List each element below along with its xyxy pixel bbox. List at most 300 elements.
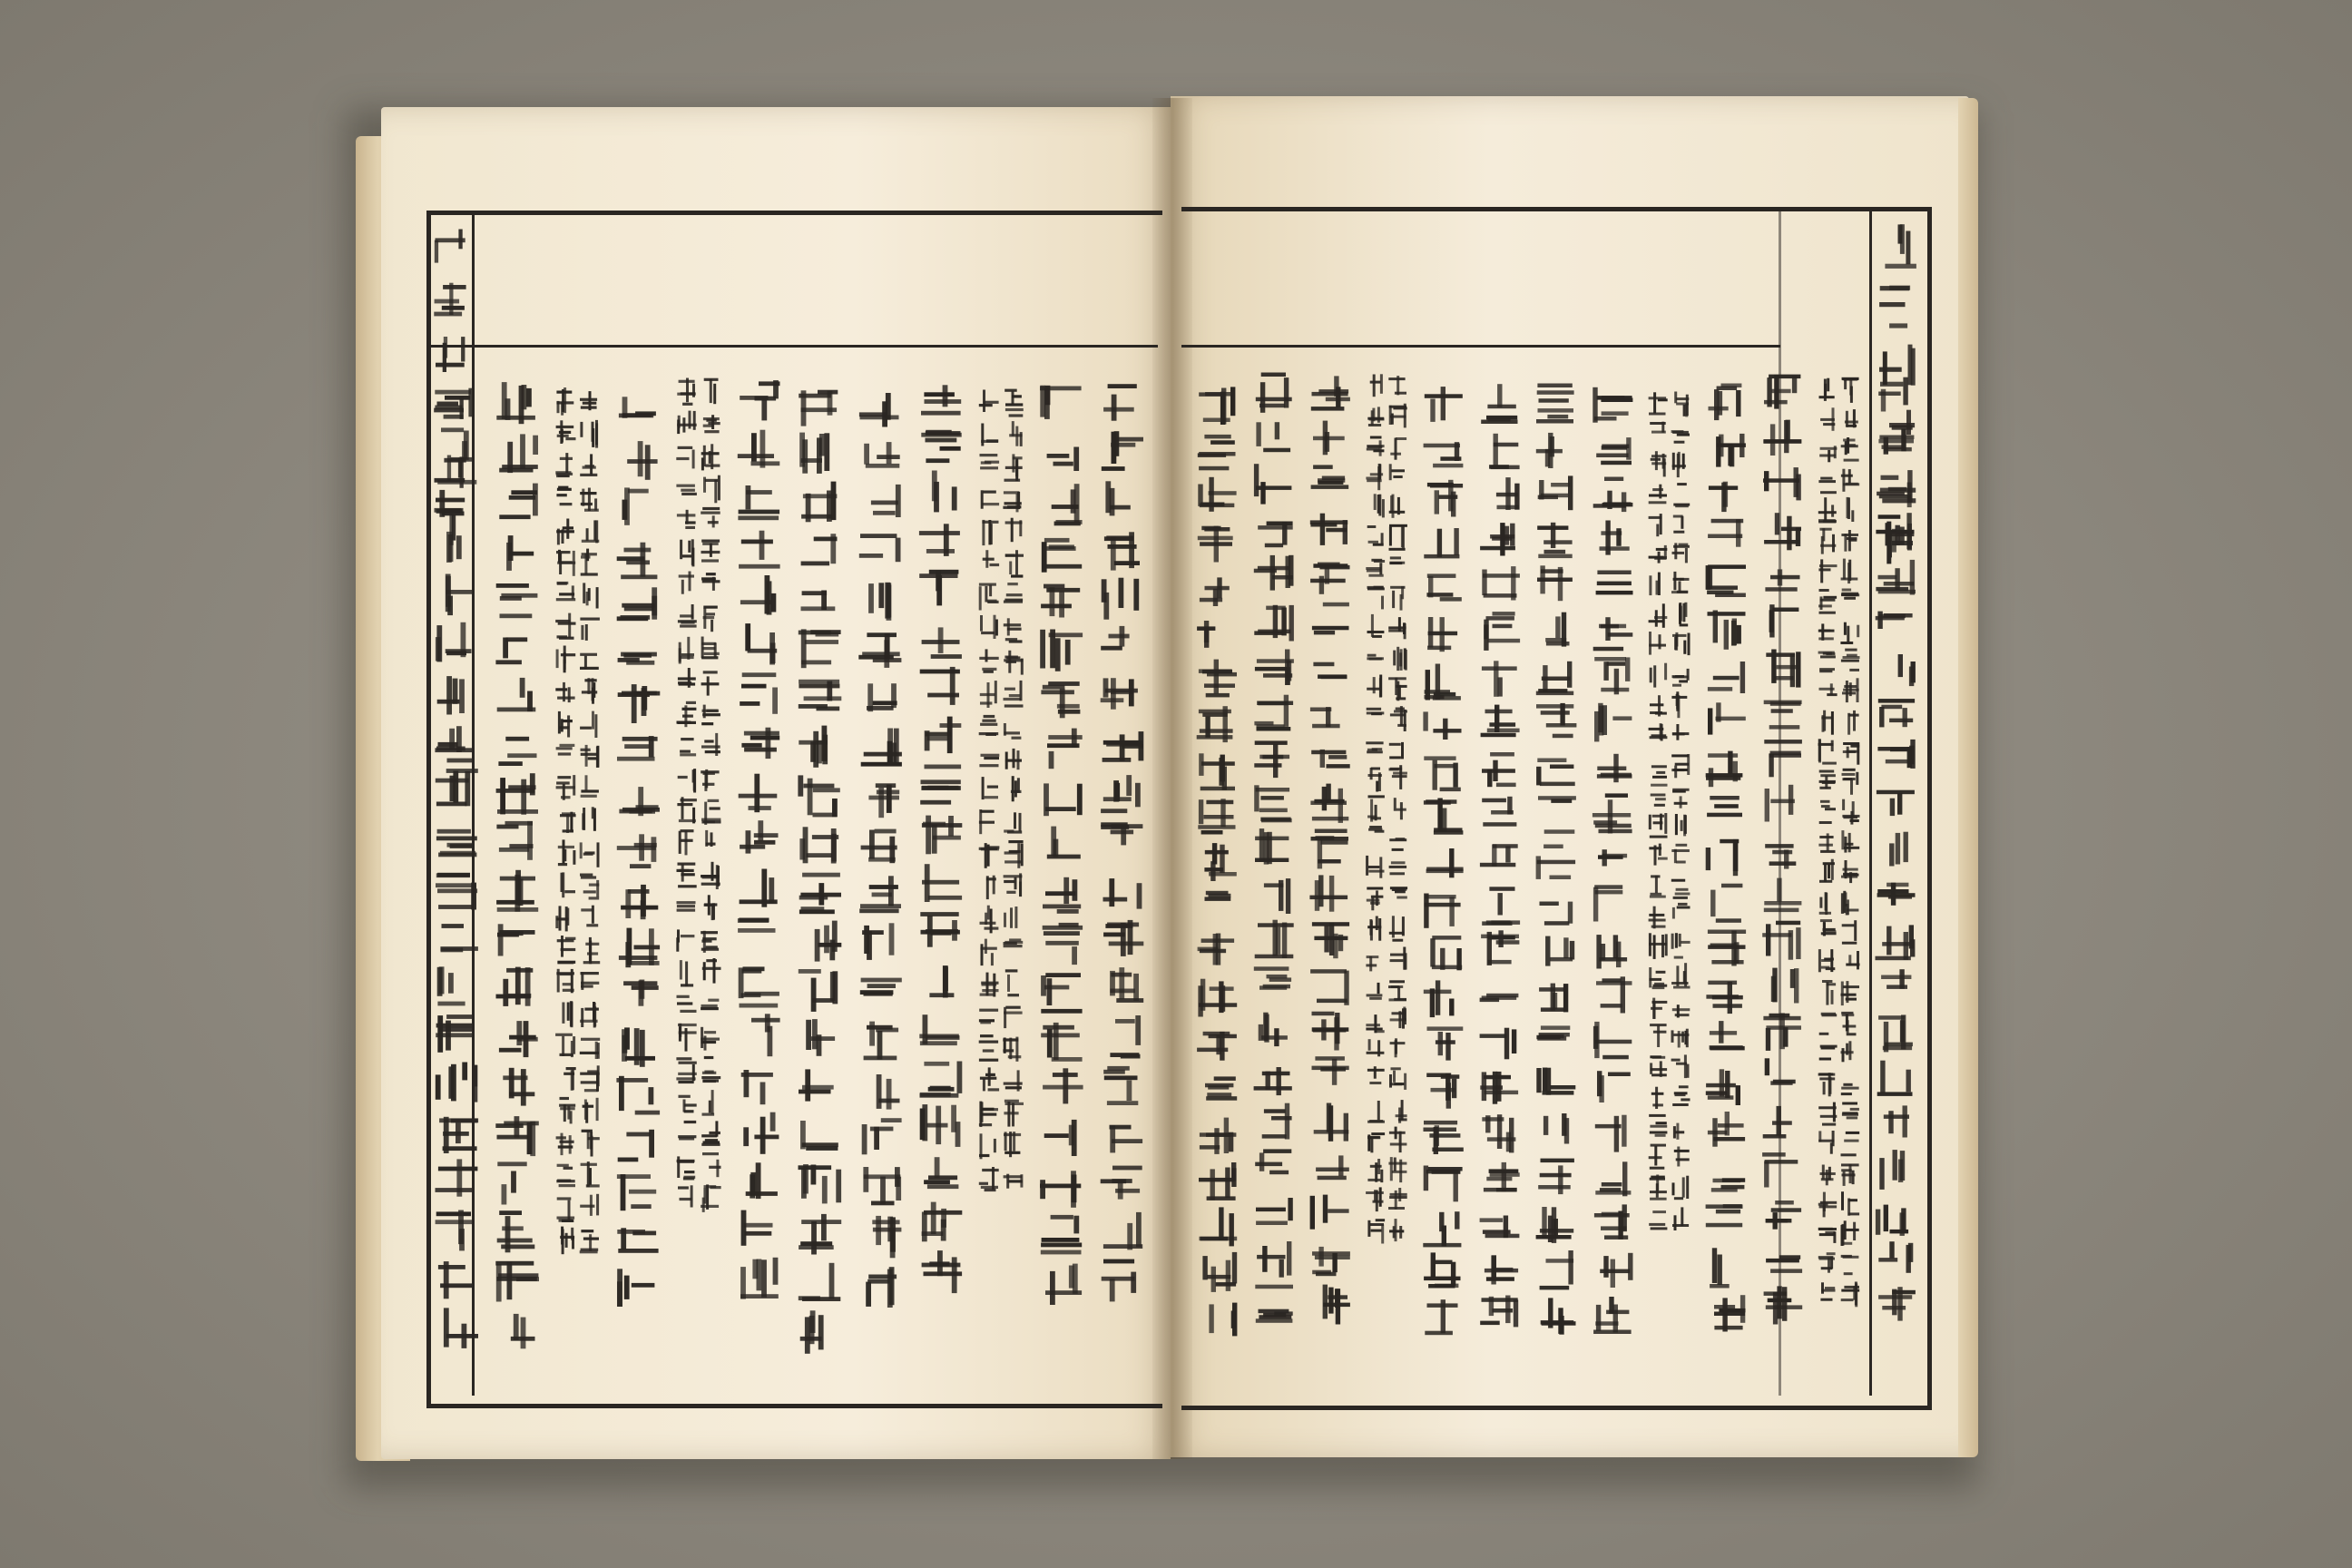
character-glyph — [1366, 956, 1378, 971]
character-glyph — [1040, 1171, 1081, 1208]
character-glyph — [1482, 566, 1520, 600]
character-glyph — [1649, 813, 1668, 838]
character-glyph — [1374, 494, 1385, 517]
character-glyph — [678, 604, 697, 628]
character-glyph — [1312, 603, 1349, 635]
character-glyph — [1650, 1024, 1667, 1047]
character-glyph — [979, 1167, 999, 1191]
character-glyph — [499, 484, 538, 520]
character-glyph — [922, 1250, 963, 1293]
character-glyph — [701, 540, 720, 563]
character-glyph — [503, 1068, 534, 1106]
character-glyph — [1103, 384, 1137, 421]
character-glyph — [1424, 980, 1455, 1017]
character-glyph — [583, 583, 598, 608]
character-glyph — [1389, 838, 1406, 851]
character-glyph — [1044, 1120, 1077, 1156]
character-glyph — [1011, 776, 1022, 801]
character-glyph — [1394, 798, 1406, 819]
character-glyph — [1005, 749, 1022, 769]
character-glyph — [1496, 477, 1520, 510]
character-glyph — [738, 485, 779, 520]
character-glyph — [1841, 981, 1860, 1005]
character-glyph — [582, 1130, 600, 1157]
character-glyph — [815, 921, 842, 962]
character-glyph — [678, 668, 696, 688]
character-glyph — [980, 939, 996, 966]
character-glyph — [1197, 1032, 1237, 1061]
character-glyph — [1102, 1259, 1136, 1302]
character-glyph — [701, 573, 720, 591]
character-glyph — [1367, 1132, 1385, 1152]
character-glyph — [922, 864, 962, 902]
character-glyph — [1258, 522, 1293, 548]
character-glyph — [1198, 979, 1237, 1017]
character-glyph — [1427, 617, 1457, 652]
character-glyph — [1199, 660, 1237, 698]
character-glyph — [1424, 528, 1459, 558]
character-glyph — [1255, 650, 1294, 686]
right-page-text-column — [1706, 384, 1747, 1332]
character-glyph — [1706, 981, 1742, 1014]
character-glyph — [799, 1069, 834, 1101]
character-glyph — [555, 682, 574, 702]
character-glyph — [1710, 884, 1742, 923]
character-glyph — [1262, 1103, 1292, 1140]
character-glyph — [1765, 844, 1796, 869]
character-glyph — [1200, 577, 1230, 606]
character-glyph — [446, 574, 475, 616]
character-glyph — [1536, 384, 1574, 424]
character-glyph — [920, 1104, 961, 1147]
character-glyph — [1041, 1215, 1082, 1255]
character-glyph — [1004, 1100, 1024, 1127]
character-glyph — [1672, 724, 1690, 740]
character-glyph — [617, 587, 657, 621]
character-glyph — [679, 1095, 697, 1113]
character-glyph — [676, 446, 694, 469]
character-glyph — [1103, 878, 1142, 909]
character-glyph — [1840, 622, 1859, 644]
character-glyph — [1651, 451, 1667, 476]
character-glyph — [617, 1174, 656, 1210]
right-page-text-column — [1818, 377, 1860, 1308]
character-glyph — [1198, 934, 1235, 965]
character-glyph — [1764, 1286, 1803, 1324]
character-glyph — [746, 1162, 778, 1199]
character-glyph — [1877, 470, 1912, 503]
character-glyph — [1536, 1025, 1570, 1040]
character-glyph — [919, 570, 958, 606]
character-glyph — [1536, 1068, 1575, 1095]
character-glyph — [623, 980, 659, 1006]
character-glyph — [1650, 663, 1667, 688]
character-glyph — [1841, 1282, 1860, 1308]
character-glyph — [435, 230, 466, 263]
character-glyph — [866, 1267, 897, 1308]
character-glyph — [618, 1130, 654, 1162]
character-glyph — [496, 382, 535, 424]
character-glyph — [877, 1074, 900, 1110]
character-glyph — [555, 453, 573, 477]
character-glyph — [435, 726, 473, 762]
character-glyph — [1764, 740, 1802, 777]
character-glyph — [677, 1156, 696, 1180]
character-glyph — [1482, 752, 1516, 787]
title-strip-characters — [434, 224, 1916, 564]
character-glyph — [1390, 586, 1405, 611]
character-glyph — [1004, 618, 1023, 642]
character-glyph — [1254, 695, 1293, 731]
character-glyph — [1594, 703, 1632, 742]
character-glyph — [1042, 538, 1082, 573]
character-glyph — [1819, 446, 1837, 462]
character-glyph — [580, 420, 598, 448]
character-glyph — [1389, 524, 1407, 551]
character-glyph — [703, 415, 720, 433]
character-glyph — [1481, 930, 1519, 965]
character-glyph — [860, 978, 902, 996]
left-page-text-column — [676, 378, 720, 1212]
character-glyph — [1673, 483, 1690, 507]
character-glyph — [1366, 464, 1383, 490]
character-glyph — [581, 906, 598, 927]
character-glyph — [799, 969, 838, 1012]
left-page-text-column — [738, 380, 780, 1299]
character-glyph — [1043, 1068, 1083, 1103]
character-glyph — [582, 807, 596, 831]
character-glyph — [434, 397, 464, 432]
character-glyph — [1878, 1287, 1916, 1320]
character-glyph — [616, 1076, 660, 1115]
character-glyph — [1671, 754, 1690, 778]
character-glyph — [806, 1019, 835, 1056]
character-glyph — [1877, 740, 1915, 769]
character-glyph — [1102, 431, 1143, 471]
character-glyph — [1878, 699, 1915, 727]
character-glyph — [1649, 844, 1667, 866]
character-glyph — [678, 1185, 693, 1207]
character-glyph — [1204, 843, 1236, 881]
character-glyph — [1366, 1014, 1384, 1033]
character-glyph — [858, 632, 901, 668]
character-glyph — [739, 531, 780, 569]
character-glyph — [1199, 1162, 1237, 1200]
character-glyph — [1205, 891, 1231, 901]
character-glyph — [702, 1152, 721, 1177]
character-glyph — [1101, 775, 1141, 813]
character-glyph — [1649, 967, 1667, 989]
character-glyph — [925, 717, 962, 754]
character-glyph — [677, 510, 696, 529]
character-glyph — [861, 829, 897, 864]
character-glyph — [1651, 1087, 1664, 1109]
character-glyph — [678, 1024, 697, 1052]
character-glyph — [1110, 967, 1143, 1003]
character-glyph — [1390, 1007, 1406, 1029]
character-glyph — [1041, 681, 1080, 718]
right-page-text-column — [1649, 392, 1690, 1231]
character-glyph — [558, 839, 576, 866]
character-glyph — [1650, 422, 1666, 434]
character-glyph — [1389, 1067, 1406, 1090]
character-glyph — [621, 885, 658, 919]
character-glyph — [1841, 1255, 1859, 1275]
character-glyph — [1205, 1076, 1237, 1100]
character-glyph — [1762, 1152, 1798, 1187]
character-glyph — [1480, 523, 1515, 555]
character-glyph — [580, 1002, 599, 1028]
character-glyph — [862, 923, 894, 960]
character-glyph — [511, 1314, 535, 1348]
character-glyph — [1367, 887, 1384, 911]
character-glyph — [1597, 754, 1632, 782]
character-glyph — [436, 873, 477, 910]
character-glyph — [867, 683, 897, 711]
character-glyph — [1671, 430, 1690, 444]
character-glyph — [801, 482, 837, 523]
character-glyph — [1199, 387, 1235, 425]
character-glyph — [1003, 491, 1021, 512]
character-glyph — [1841, 469, 1859, 492]
character-glyph — [444, 1308, 478, 1348]
character-glyph — [557, 936, 576, 965]
character-glyph — [1846, 951, 1859, 969]
character-glyph — [1649, 603, 1668, 628]
character-glyph — [1671, 1054, 1690, 1078]
character-glyph — [864, 1022, 899, 1061]
character-glyph — [986, 876, 996, 899]
character-glyph — [1764, 878, 1802, 913]
character-glyph — [1536, 1207, 1574, 1243]
character-glyph — [1484, 1162, 1520, 1192]
character-glyph — [919, 524, 960, 556]
character-glyph — [1593, 477, 1633, 513]
character-glyph — [1047, 827, 1081, 859]
character-glyph — [434, 283, 466, 317]
character-glyph — [617, 543, 658, 580]
character-glyph — [1040, 386, 1082, 419]
character-glyph — [1389, 404, 1407, 428]
character-glyph — [863, 1167, 901, 1205]
character-glyph — [1540, 1250, 1574, 1289]
character-glyph — [1763, 420, 1801, 456]
character-glyph — [1103, 1212, 1142, 1250]
character-glyph — [1101, 822, 1142, 845]
character-glyph — [1004, 389, 1024, 417]
character-glyph — [1430, 936, 1462, 970]
character-glyph — [677, 411, 697, 435]
character-glyph — [1390, 706, 1407, 731]
character-glyph — [1879, 286, 1910, 328]
character-glyph — [677, 797, 697, 823]
character-glyph — [619, 928, 660, 968]
character-glyph — [1842, 1102, 1859, 1120]
character-glyph — [1393, 647, 1407, 671]
character-glyph — [799, 390, 838, 426]
character-glyph — [1255, 828, 1289, 865]
character-glyph — [680, 960, 693, 986]
character-glyph — [1764, 701, 1802, 730]
character-glyph — [1596, 571, 1633, 595]
character-glyph — [1708, 702, 1746, 734]
character-glyph — [1819, 1013, 1838, 1035]
character-glyph — [679, 637, 694, 664]
character-glyph — [556, 744, 575, 756]
character-glyph — [702, 1090, 715, 1116]
character-glyph — [800, 1121, 838, 1151]
character-glyph — [1672, 543, 1690, 563]
character-glyph — [1485, 1255, 1518, 1284]
character-glyph — [1367, 916, 1381, 941]
character-glyph — [1367, 654, 1384, 661]
character-glyph — [1818, 1252, 1836, 1273]
character-glyph — [920, 765, 961, 805]
character-glyph — [581, 549, 598, 576]
character-glyph — [1390, 947, 1407, 970]
character-glyph — [580, 842, 600, 867]
character-glyph — [1540, 902, 1573, 926]
character-glyph — [1004, 873, 1023, 897]
character-glyph — [1847, 497, 1855, 522]
character-glyph — [1818, 739, 1837, 764]
character-glyph — [979, 1034, 999, 1062]
character-glyph — [617, 834, 657, 868]
character-glyph — [1310, 707, 1340, 728]
character-glyph — [1424, 442, 1464, 467]
right-page-text-column — [1592, 387, 1633, 1334]
character-glyph — [701, 637, 720, 660]
character-glyph — [1480, 1072, 1518, 1104]
right-page-text-column — [1480, 384, 1521, 1327]
character-glyph — [1041, 973, 1083, 1014]
character-glyph — [1396, 1100, 1407, 1123]
character-glyph — [556, 775, 576, 800]
character-glyph — [437, 966, 466, 1005]
character-glyph — [1841, 589, 1859, 600]
character-glyph — [580, 1065, 600, 1092]
character-glyph — [1004, 906, 1017, 928]
character-glyph — [1885, 224, 1916, 269]
character-glyph — [436, 769, 478, 806]
character-glyph — [619, 787, 660, 816]
character-glyph — [678, 1121, 696, 1141]
character-glyph — [704, 378, 719, 404]
character-glyph — [1482, 661, 1517, 697]
character-glyph — [1103, 1066, 1138, 1105]
character-glyph — [1366, 856, 1384, 878]
character-glyph — [1200, 1207, 1238, 1246]
character-glyph — [1876, 560, 1916, 595]
character-glyph — [627, 441, 657, 480]
character-glyph — [1842, 769, 1859, 795]
character-glyph — [556, 969, 574, 994]
character-glyph — [983, 550, 999, 568]
character-glyph — [799, 1164, 842, 1203]
character-glyph — [979, 843, 1000, 868]
character-glyph — [1310, 563, 1349, 594]
character-glyph — [1710, 1021, 1745, 1050]
character-glyph — [1004, 681, 1024, 708]
character-glyph — [1101, 626, 1129, 651]
character-glyph — [799, 873, 841, 915]
character-glyph — [979, 754, 999, 768]
character-glyph — [1818, 1192, 1837, 1218]
character-glyph — [580, 488, 599, 512]
character-glyph — [1481, 705, 1520, 738]
character-glyph — [799, 680, 842, 711]
character-glyph — [1254, 1067, 1292, 1095]
character-glyph — [581, 775, 599, 798]
character-glyph — [1256, 422, 1290, 452]
character-glyph — [1877, 883, 1916, 906]
character-glyph — [1649, 1114, 1667, 1137]
character-glyph — [1592, 387, 1632, 423]
character-glyph — [1004, 812, 1022, 833]
character-glyph — [1424, 1121, 1464, 1154]
character-glyph — [738, 430, 780, 468]
character-glyph — [1388, 980, 1406, 1001]
character-glyph — [1716, 434, 1746, 467]
character-glyph — [556, 1133, 574, 1156]
character-glyph — [1044, 783, 1083, 816]
character-glyph — [1762, 921, 1800, 960]
character-glyph — [1004, 938, 1024, 947]
character-glyph — [1489, 434, 1520, 469]
character-glyph — [919, 1014, 959, 1045]
character-glyph — [677, 863, 697, 888]
character-glyph — [701, 507, 720, 527]
character-glyph — [1819, 378, 1835, 401]
right-page-text-column — [1762, 375, 1802, 1325]
character-glyph — [1367, 436, 1385, 456]
character-glyph — [1841, 1132, 1860, 1156]
character-glyph — [921, 385, 961, 415]
character-glyph — [1103, 920, 1143, 956]
character-glyph — [1004, 583, 1023, 603]
character-glyph — [497, 678, 536, 711]
character-glyph — [1200, 1118, 1237, 1154]
character-glyph — [799, 1263, 841, 1301]
character-glyph — [1004, 1006, 1023, 1029]
character-glyph — [1818, 623, 1835, 640]
character-glyph — [678, 769, 696, 792]
character-glyph — [1041, 1023, 1082, 1062]
character-glyph — [679, 829, 694, 855]
character-glyph — [701, 1184, 721, 1212]
character-glyph — [859, 534, 901, 562]
right-page-text-column — [1366, 374, 1407, 1243]
character-glyph — [1003, 1037, 1021, 1062]
left-page-text-column — [555, 387, 600, 1254]
character-glyph — [617, 1228, 658, 1253]
character-glyph — [1879, 345, 1916, 387]
character-glyph — [436, 1210, 474, 1251]
character-glyph — [1045, 1264, 1082, 1305]
character-glyph — [1482, 887, 1520, 926]
character-glyph — [1424, 894, 1460, 928]
character-glyph — [1706, 1204, 1743, 1227]
character-glyph — [556, 646, 576, 673]
character-glyph — [1256, 1198, 1293, 1225]
character-glyph — [924, 1157, 958, 1189]
character-glyph — [1898, 654, 1916, 686]
character-glyph — [1264, 878, 1290, 914]
character-glyph — [929, 965, 954, 997]
character-glyph — [436, 1063, 478, 1102]
character-glyph — [1389, 495, 1406, 518]
character-glyph — [1819, 892, 1831, 915]
